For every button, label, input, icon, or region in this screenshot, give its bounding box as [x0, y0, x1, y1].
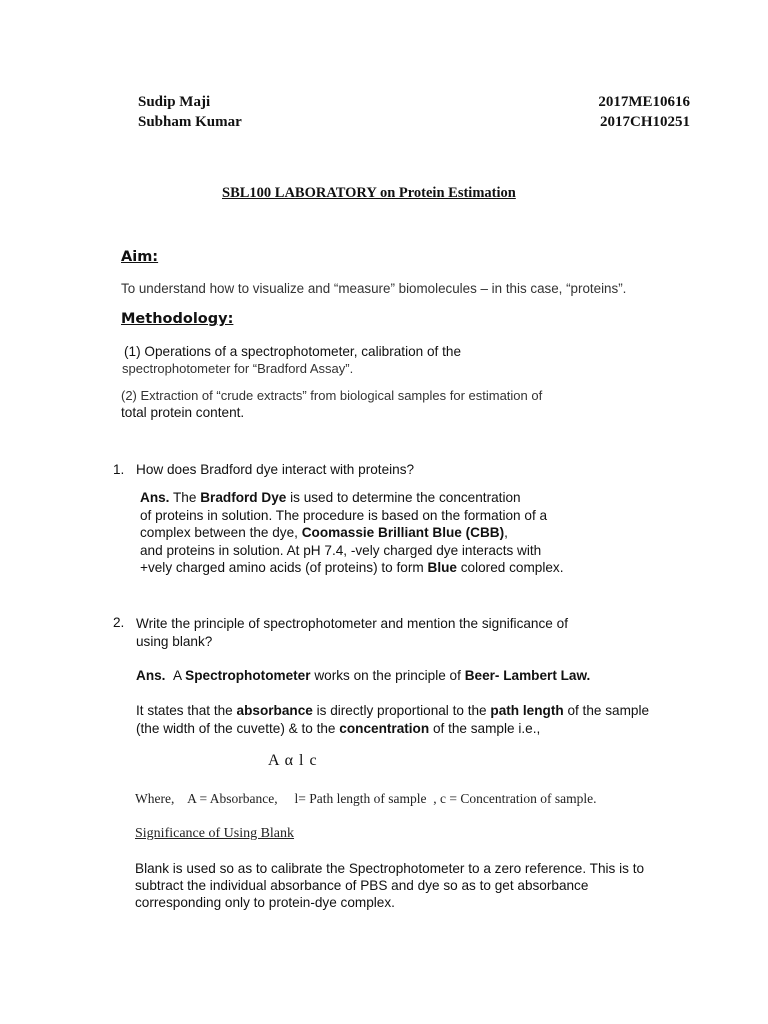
- answer-1-text: The: [173, 490, 197, 505]
- answer-2-text: A: [173, 668, 182, 683]
- answer-2-text: (the width of the cuvette) & to the: [136, 720, 336, 736]
- author-id-1: 2017ME10616: [598, 94, 690, 110]
- answer-1-text: and proteins in solution. At pH 7.4, -vely charged dye interacts with: [140, 542, 542, 558]
- methodology-item-2-line-2: total protein content.: [121, 405, 245, 420]
- answer-2-text: of the sample: [567, 703, 650, 718]
- answer-2-principle: [136, 667, 590, 685]
- blank-paragraph: [135, 861, 644, 911]
- answer-2-statement: [136, 702, 649, 737]
- answer-2-term: path length: [490, 703, 564, 718]
- answer-1-text: is used to determine the concentration: [290, 490, 521, 505]
- blank-heading: Significance of Using Blank: [135, 826, 295, 841]
- document-title: SBL100 LABORATORY on Protein Estimation: [222, 185, 516, 201]
- answer-2-term: concentration: [339, 720, 430, 736]
- answer-1-text: +vely charged amino acids (of proteins) to form: [140, 560, 424, 575]
- blank-line: Blank is used so as to calibrate the Spectrophotometer to a zero reference. This is to: [135, 861, 645, 876]
- question-1-number: 1.: [113, 462, 125, 477]
- methodology-item-2-line-1: (2) Extraction of “crude extracts” from biological samples for estimation of: [121, 388, 543, 403]
- answer-1-term: Coomassie Brilliant Blue (CBB): [301, 525, 505, 540]
- question-2-line: using blank?: [136, 633, 213, 649]
- answer-2-text: It states that the: [136, 703, 233, 718]
- answer-2-text: works on the principle of: [314, 668, 461, 683]
- formula: A α l c: [268, 752, 318, 769]
- question-2-line: Write the principle of spectrophotometer and mention the significance of: [136, 616, 568, 631]
- answer-2-text: of the sample i.e.,: [432, 720, 541, 736]
- blank-line: corresponding only to protein-dye complex.: [135, 894, 395, 910]
- answer-1-term: Bradford Dye: [200, 490, 287, 505]
- answer-2-term: absorbance: [236, 703, 313, 718]
- answer-1-text: ,: [504, 525, 508, 540]
- answer-2-label: Ans.: [136, 668, 166, 683]
- answer-1-text: complex between the dye,: [140, 525, 298, 540]
- blank-line: subtract the individual absorbance of PBS and dye so as to get absorbance: [135, 877, 589, 893]
- answer-2-term: Beer- Lambert Law.: [464, 668, 591, 683]
- methodology-heading: Methodology:: [121, 311, 234, 327]
- answer-1-text: of proteins in solution. The procedure is based on the formation of a: [140, 507, 548, 523]
- answer-1-term: Blue: [427, 560, 457, 575]
- methodology-item-1-line-1: (1) Operations of a spectrophotometer, calibration of the: [124, 344, 462, 359]
- question-2-text: [136, 615, 568, 650]
- author-name-1: Sudip Maji: [138, 94, 211, 110]
- question-1-text: How does Bradford dye interact with proteins?: [136, 462, 415, 477]
- answer-2-term: Spectrophotometer: [185, 668, 311, 683]
- aim-heading: Aim:: [121, 249, 159, 265]
- author-id-2: 2017CH10251: [600, 114, 690, 130]
- answer-2-text: is directly proportional to the: [316, 703, 487, 718]
- author-name-2: Subham Kumar: [138, 114, 242, 130]
- aim-text: To understand how to visualize and “measure” biomolecules – in this case, “proteins”.: [121, 281, 627, 296]
- answer-1-label: Ans.: [140, 490, 170, 505]
- answer-1-text: colored complex.: [460, 560, 564, 575]
- methodology-item-1-line-2: spectrophotometer for “Bradford Assay”.: [122, 361, 354, 376]
- answer-1: [140, 489, 564, 577]
- formula-legend: Where, A = Absorbance, l= Path length of sample , c = Concentration of sample.: [135, 791, 597, 806]
- question-2-number: 2.: [113, 615, 125, 630]
